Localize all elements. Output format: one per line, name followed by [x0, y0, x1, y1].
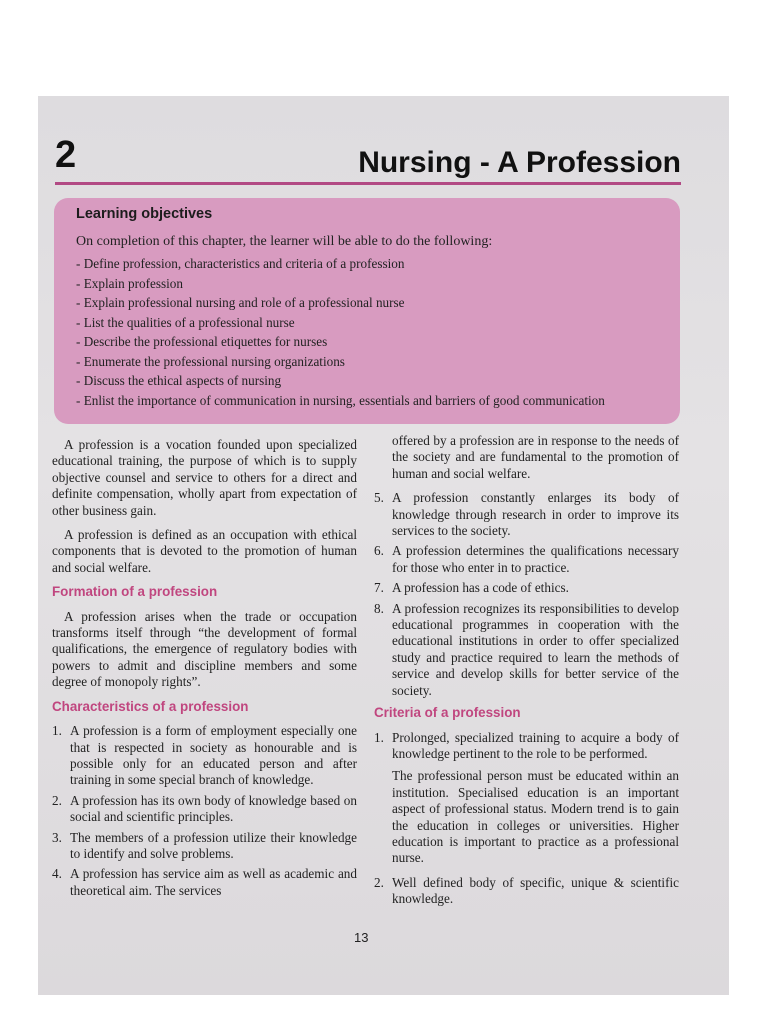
item-number: 1. [52, 723, 62, 739]
list-item [52, 866, 357, 899]
list-item [52, 830, 357, 863]
item-number: 4. [52, 866, 62, 882]
characteristics-list-continued [374, 490, 679, 699]
item-text: A profession has its own body of knowledge based on social and scientific principles. [70, 792, 357, 825]
item-text: Prolonged, specialized training to acquire a body of knowledge pertinent to the role to be performed. [392, 729, 679, 761]
book-page [38, 96, 729, 995]
title-rule [55, 182, 681, 185]
list-item [374, 601, 679, 699]
characteristics-heading: Characteristics of a profession [52, 698, 249, 714]
definition-paragraph: A profession is a vocation founded upon specialized educational training, the purpose of which is to supply objective counsel and service to others for a direct and definite compensation, wholly apart from expectation of other business gain. [52, 437, 357, 518]
item-text: The members of a profession utilize their knowledge to identify and solve problems. [70, 829, 357, 861]
item-number: 5. [374, 490, 384, 506]
item-text: A profession recognizes its responsibilities to develop educational programmes in cooperation with the educational institutions in order to offer specialized study and practice required to learn the methods of service and develop skills for better service of the society. [392, 600, 679, 698]
list-item [52, 793, 357, 826]
list-item [374, 875, 679, 908]
criteria-list-2 [374, 875, 679, 908]
objective-item: - Describe the professional etiquettes for nurses [76, 332, 666, 352]
objective-item: - Discuss the ethical aspects of nursing [76, 371, 666, 391]
list-item [374, 543, 679, 576]
list-item [374, 490, 679, 539]
objectives-intro: On completion of this chapter, the learner will be able to do the following: [76, 234, 493, 249]
item-text: A profession is a form of employment especially one that is respected in society as honourable and is possible only for an educated person and after training in some special branch of knowledge. [70, 723, 357, 788]
criteria-heading: Criteria of a profession [374, 705, 521, 721]
objective-item: - Enumerate the professional nursing organizations [76, 352, 666, 372]
objectives-title: Learning objectives [76, 206, 213, 222]
chapter-title: Nursing - A Profession [358, 146, 681, 179]
list-item [374, 580, 679, 596]
criteria-paragraph: The professional person must be educated within an institution. Specialised education is an important aspect of professional status. Modern trend is to gain the education in colleges or universities. Higher education is important to practice as a professional nurse. [392, 768, 679, 866]
item-number: 6. [374, 543, 384, 559]
item-text: Well defined body of specific, unique & scientific knowledge. [392, 874, 679, 907]
item-text: A profession has a code of ethics. [392, 580, 569, 596]
chapter-number: 2 [55, 134, 77, 176]
formation-paragraph: A profession arises when the trade or occupation transforms itself through “the development of formal qualifications, the emergence of regulatory bodies with powers to admit and discipline members and some degree of monopoly rights”. [52, 608, 357, 690]
objective-item: - Explain profession [76, 274, 666, 294]
right-column [374, 433, 679, 914]
formation-heading: Formation of a profession [52, 584, 218, 600]
objective-item: - Explain professional nursing and role of a professional nurse [76, 293, 666, 313]
page-number: 13 [354, 930, 369, 945]
learning-objectives-box [54, 198, 680, 424]
item-number: 2. [52, 792, 62, 808]
characteristics-list [52, 723, 357, 899]
item-number: 7. [374, 580, 384, 596]
item-text: A profession constantly enlarges its body of knowledge through research in order to improve its services to the society. [392, 490, 679, 539]
objective-item: - Define profession, characteristics and criteria of a profession [76, 254, 666, 274]
continuation-text: offered by a profession are in response to the needs of the society and are fundamental to the promotion of human and social welfare. [392, 433, 679, 481]
list-item [52, 723, 357, 789]
definition-paragraph-2: A profession is defined as an occupation with ethical components that is devoted to the promotion of human and social welfare. [52, 527, 357, 575]
item-text: A profession has service aim as well as academic and theoretical aim. The services [70, 866, 357, 898]
item-number: 8. [374, 600, 384, 616]
list-item [374, 730, 679, 763]
objective-item: - List the qualities of a professional nurse [76, 313, 666, 333]
item-text: A profession determines the qualifications necessary for those who enter in to practice. [392, 543, 679, 575]
criteria-list [374, 730, 679, 763]
left-column [52, 437, 357, 905]
item-number: 1. [374, 729, 384, 745]
item-number: 3. [52, 829, 62, 845]
objective-item: - Enlist the importance of communication in nursing, essentials and barriers of good communication [76, 391, 666, 411]
objectives-list [76, 254, 666, 410]
item-number: 2. [374, 874, 384, 890]
